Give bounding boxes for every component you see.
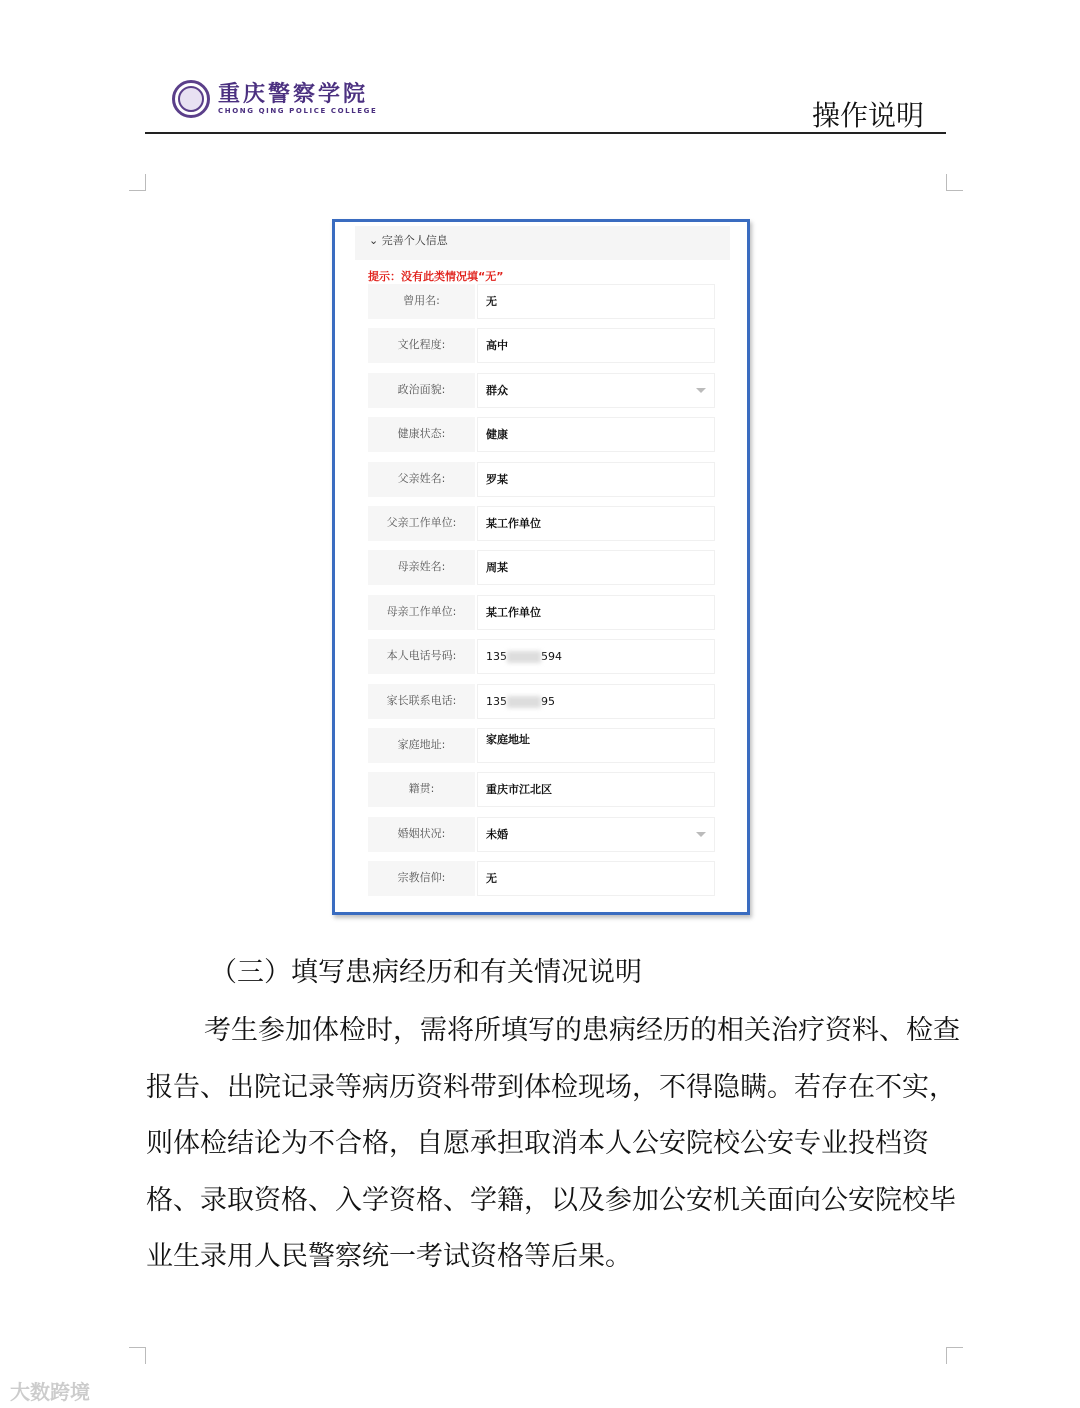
form-row xyxy=(368,417,715,452)
field-label: 宗教信仰: xyxy=(368,861,475,896)
form-row xyxy=(368,861,715,896)
section-header[interactable] xyxy=(355,226,730,260)
form-row xyxy=(368,817,715,852)
field-value: 未婚 xyxy=(486,827,508,841)
hint-text: 提示：没有此类情况填“无” xyxy=(368,270,504,283)
form-row xyxy=(368,684,715,719)
field-value: 高中 xyxy=(486,339,508,353)
value-prefix: 135 xyxy=(486,694,507,708)
field-input[interactable] xyxy=(477,861,715,896)
field-value: 健康 xyxy=(486,428,508,442)
field-label: 父亲工作单位: xyxy=(368,506,475,541)
form-row xyxy=(368,328,715,363)
field-label: 家庭地址: xyxy=(368,728,475,763)
field-input[interactable] xyxy=(477,506,715,541)
chevron-down-icon: ⌄ xyxy=(369,234,382,247)
field-input[interactable] xyxy=(477,462,715,497)
field-input[interactable] xyxy=(477,284,715,319)
watermark: 大数跨境 xyxy=(10,1380,90,1404)
section-heading: （三）填写患病经历和有关情况说明 xyxy=(210,957,642,988)
college-logo xyxy=(172,80,377,118)
field-input[interactable] xyxy=(477,417,715,452)
field-label: 婚姻状况: xyxy=(368,817,475,852)
form-row xyxy=(368,550,715,585)
field-value: 某工作单位 xyxy=(486,517,541,530)
form-row xyxy=(368,595,715,630)
header-divider xyxy=(145,132,946,134)
field-label: 健康状态: xyxy=(368,417,475,452)
field-label: 文化程度: xyxy=(368,328,475,363)
form-row xyxy=(368,728,715,763)
form-row xyxy=(368,772,715,807)
redacted-blur xyxy=(507,651,541,663)
field-label: 本人电话号码: xyxy=(368,639,475,674)
field-value: 无 xyxy=(486,872,497,886)
field-label: 家长联系电话: xyxy=(368,684,475,719)
form-screenshot xyxy=(332,219,750,915)
field-value: 重庆市江北区 xyxy=(486,783,552,797)
form-row xyxy=(368,462,715,497)
logo-en: CHONG QING POLICE COLLEGE xyxy=(218,107,378,115)
form-row xyxy=(368,284,715,319)
form-row xyxy=(368,506,715,541)
form-row xyxy=(368,639,715,674)
field-input[interactable] xyxy=(477,550,715,585)
dropdown-caret-icon xyxy=(696,832,706,837)
form-row xyxy=(368,373,715,408)
field-value: 某工作单位 xyxy=(486,605,541,619)
corner-mark xyxy=(946,1347,963,1364)
corner-mark xyxy=(946,174,963,191)
field-input[interactable] xyxy=(477,772,715,807)
corner-mark xyxy=(129,174,146,191)
field-input[interactable] xyxy=(477,328,715,363)
field-label: 政治面貌: xyxy=(368,373,475,408)
field-label: 父亲姓名: xyxy=(368,462,475,497)
corner-mark xyxy=(129,1347,146,1364)
header-title: 操作说明 xyxy=(811,99,924,132)
field-select[interactable] xyxy=(477,817,715,852)
value-suffix: 594 xyxy=(541,650,562,664)
field-input[interactable] xyxy=(477,684,715,719)
field-value: 罗某 xyxy=(486,472,508,486)
field-select[interactable] xyxy=(477,373,715,408)
section-title: 完善个人信息 xyxy=(381,234,448,247)
field-input[interactable] xyxy=(477,728,715,763)
field-value: 群众 xyxy=(486,383,508,397)
field-input[interactable] xyxy=(477,639,715,674)
seal-icon xyxy=(172,80,210,118)
logo-cn: 重庆警察学院 xyxy=(218,82,369,107)
field-value: 无 xyxy=(486,295,497,308)
field-label: 母亲姓名: xyxy=(368,550,475,585)
value-prefix: 135 xyxy=(486,650,507,664)
field-label: 籍贯: xyxy=(368,772,475,807)
dropdown-caret-icon xyxy=(696,388,706,393)
body-paragraph: 考生参加体检时，需将所填写的患病经历的相关治疗资料、检查报告、出院记录等病历资料带到体检现场，不得隐瞒。若存在不实，则体检结论为不合格，自愿承担取消本人公安院校公安专业投档资格、录取资格、入学资格、学籍，以及参加公安机关面向公安院校毕业生录用人民警察统一考试资格等后果。 xyxy=(146,1015,960,1272)
field-input[interactable] xyxy=(477,595,715,630)
field-label: 曾用名: xyxy=(368,284,475,319)
field-value: 家庭地址 xyxy=(486,733,530,746)
field-label: 母亲工作单位: xyxy=(368,595,475,630)
redacted-blur xyxy=(507,696,541,708)
value-suffix: 95 xyxy=(541,694,555,708)
field-value: 周某 xyxy=(486,561,508,575)
